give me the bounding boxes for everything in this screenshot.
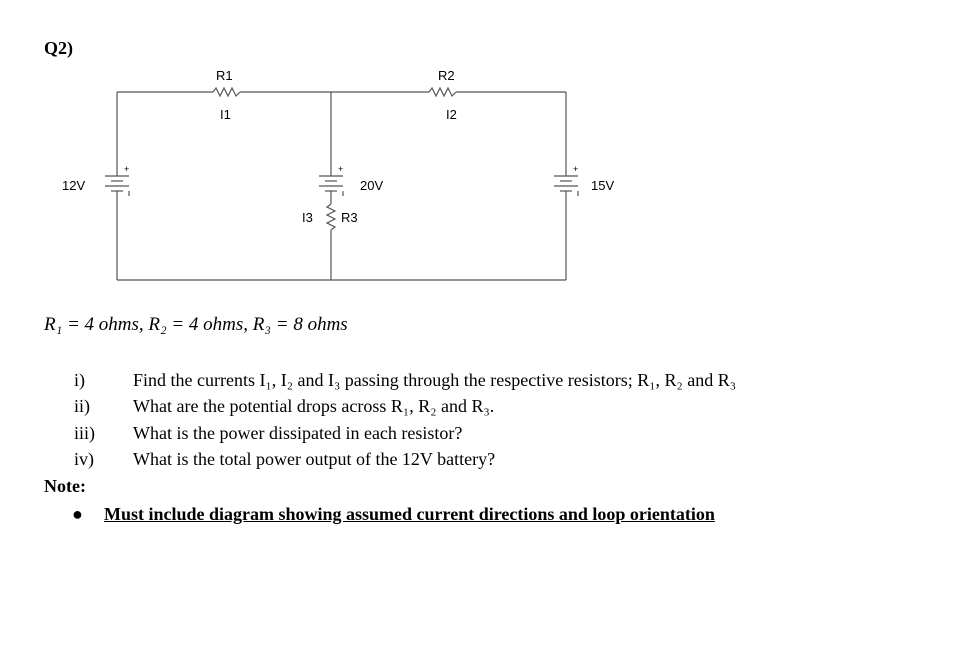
resistance-values: R₁ = 4 ohms, R₂ = 4 ohms, R₃ = 8 ohms — [44, 314, 348, 335]
r2-label: R2 — [438, 68, 455, 83]
bullet-icon: ● — [72, 504, 83, 524]
plus-sign-12v: + — [124, 164, 130, 174]
question-number: ii) — [74, 396, 90, 416]
r3-label: R3 — [341, 210, 358, 225]
r3-resistor — [327, 204, 335, 230]
plus-sign-20v: + — [338, 164, 344, 174]
r1-resistor — [213, 88, 240, 96]
question-number: i) — [74, 370, 85, 390]
question-text: What are the potential drops across R₁, R₂ and R₃. — [133, 396, 495, 416]
question-number: iii) — [74, 423, 95, 443]
note-label: Note: — [44, 476, 86, 496]
v12-label: 12V — [62, 178, 86, 193]
question-heading: Q2) — [44, 38, 73, 58]
question-text: Find the currents I₁, I₂ and I₃ passing through the respective resistors; R₁, R₂ and R₃ — [133, 370, 737, 390]
i2-label: I2 — [446, 107, 457, 122]
v15-label: 15V — [591, 178, 615, 193]
i1-label: I1 — [220, 107, 231, 122]
v20-label: 20V — [360, 178, 384, 193]
question-number: iv) — [74, 449, 94, 469]
question-text: What is the total power output of the 12V battery? — [133, 449, 496, 469]
r1-label: R1 — [216, 68, 233, 83]
circuit-diagram — [0, 0, 953, 310]
note-bullet-text: Must include diagram showing assumed current directions and loop orientation — [104, 504, 715, 524]
r2-resistor — [429, 88, 456, 96]
question-text: What is the power dissipated in each resistor? — [133, 423, 463, 443]
i3-label: I3 — [302, 210, 313, 225]
plus-sign-15v: + — [573, 164, 579, 174]
